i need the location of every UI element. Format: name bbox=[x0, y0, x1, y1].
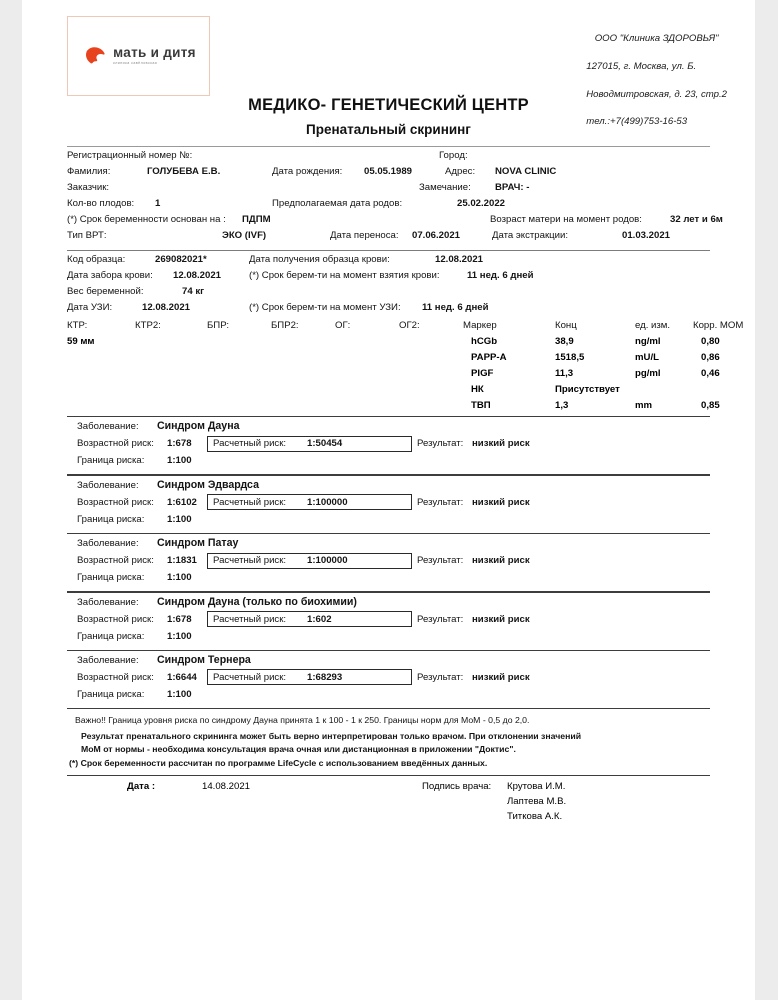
term-at-blood-label: (*) Срок берем-ти на момент взятия крови: bbox=[249, 270, 440, 281]
term-basis-value: ПДПМ bbox=[242, 214, 271, 225]
result-label-0: Результат: bbox=[417, 438, 464, 450]
age-risk-value-1: 1:6102 bbox=[167, 496, 197, 508]
biometry-markers-section bbox=[67, 320, 744, 416]
signature-section bbox=[67, 776, 710, 828]
age-risk-label-2: Возрастной риск: bbox=[77, 555, 154, 567]
risk-border-label-3: Граница риска: bbox=[77, 630, 145, 642]
age-risk-value-0: 1:678 bbox=[167, 438, 192, 450]
result-value-3: низкий риск bbox=[472, 613, 530, 625]
markers-header-conc: Конц bbox=[555, 320, 577, 331]
disease-label-1: Заболевание: bbox=[77, 479, 139, 491]
disease-block bbox=[67, 593, 710, 648]
term-at-blood-value: 11 нед. 6 дней bbox=[467, 270, 534, 281]
risk-border-value-0: 1:100 bbox=[167, 455, 192, 467]
signature-date-label: Дата : bbox=[127, 780, 156, 792]
disease-name-3: Синдром Дауна (только по биохимии) bbox=[157, 595, 357, 608]
risk-border-label-2: Граница риска: bbox=[77, 572, 145, 584]
mother-and-child-logo-icon bbox=[81, 45, 107, 67]
result-value-1: низкий риск bbox=[472, 496, 530, 508]
clinic-address-line-2: 127015, г. Москва, ул. Б. bbox=[586, 60, 697, 72]
risk-border-label-0: Граница риска: bbox=[77, 455, 145, 467]
biometry-header-bpr: БПР: bbox=[207, 320, 230, 331]
note-important: Важно!! Граница уровня риска по синдрому Дауна принята 1 к 100 - 1 к 250. Границы норм для МоМ - 0,5 до 2,0. bbox=[75, 715, 530, 726]
disease-label-3: Заболевание: bbox=[77, 596, 139, 608]
page-title: МЕДИКО- ГЕНЕТИЧЕСКИЙ ЦЕНТР bbox=[248, 96, 529, 114]
clinic-address-line-3: Новодмитровская, д. 23, стр.2 bbox=[586, 88, 727, 100]
marker-name-3: НК bbox=[471, 384, 484, 395]
disease-block bbox=[67, 534, 710, 589]
doctor-signature-label: Подпись врача: bbox=[422, 780, 492, 792]
doctor-name-1: Лаптева М.В. bbox=[507, 795, 567, 807]
term-at-us-label: (*) Срок берем-ти на момент УЗИ: bbox=[249, 302, 401, 313]
disease-name-1: Синдром Эдвардса bbox=[157, 478, 259, 491]
disease-name-4: Синдром Тернера bbox=[157, 653, 251, 666]
clinic-address bbox=[586, 18, 727, 143]
customer-label: Заказчик: bbox=[67, 182, 110, 193]
due-date-label: Предполагаемая дата родов: bbox=[272, 198, 403, 209]
biometry-header-ktr2: КТР2: bbox=[135, 320, 161, 331]
note-lifecycle: (*) Срок беременности рассчитан по программе LifeCycle с использованием введённых данных. bbox=[69, 758, 488, 769]
disease-block bbox=[67, 476, 710, 531]
sample-received-label: Дата получения образца крови: bbox=[249, 254, 390, 265]
calc-risk-value-3: 1:602 bbox=[307, 613, 332, 625]
marker-mom-4: 0,85 bbox=[701, 400, 720, 411]
marker-conc-4: 1,3 bbox=[555, 400, 569, 411]
marker-conc-2: 11,3 bbox=[555, 368, 574, 379]
calc-risk-label-1: Расчетный риск: bbox=[213, 496, 287, 508]
marker-mom-2: 0,46 bbox=[701, 368, 720, 379]
risk-border-value-2: 1:100 bbox=[167, 572, 192, 584]
birthdate-label: Дата рождения: bbox=[272, 166, 343, 177]
marker-unit-2: pg/ml bbox=[635, 368, 661, 379]
age-risk-value-3: 1:678 bbox=[167, 613, 192, 625]
calc-risk-label-2: Расчетный риск: bbox=[213, 555, 287, 567]
marker-conc-0: 38,9 bbox=[555, 336, 574, 347]
calc-risk-value-0: 1:50454 bbox=[307, 438, 343, 450]
sample-section bbox=[67, 251, 710, 318]
marker-mom-1: 0,86 bbox=[701, 352, 720, 363]
remark-label: Замечание: bbox=[419, 182, 471, 193]
markers-header-mom: Корр. МОМ bbox=[693, 320, 744, 331]
age-risk-label-3: Возрастной риск: bbox=[77, 613, 154, 625]
sample-received-value: 12.08.2021 bbox=[435, 254, 484, 265]
marker-unit-4: mm bbox=[635, 400, 653, 411]
marker-name-0: hCGb bbox=[471, 336, 498, 347]
age-risk-value-4: 1:6644 bbox=[167, 671, 197, 683]
surname-value: ГОЛУБЕВА Е.В. bbox=[147, 166, 221, 177]
blood-draw-value: 12.08.2021 bbox=[173, 270, 222, 281]
sample-code-label: Код образца: bbox=[67, 254, 126, 265]
markers-header-unit: ед. изм. bbox=[635, 320, 671, 331]
result-label-1: Результат: bbox=[417, 496, 464, 508]
art-type-label: Тип ВРТ: bbox=[67, 230, 107, 241]
result-value-0: низкий риск bbox=[472, 438, 530, 450]
age-risk-label-4: Возрастной риск: bbox=[77, 671, 154, 683]
result-label-3: Результат: bbox=[417, 613, 464, 625]
disease-label-0: Заболевание: bbox=[77, 421, 139, 433]
marker-conc-3: Присутствует bbox=[555, 384, 620, 395]
calc-risk-value-4: 1:68293 bbox=[307, 671, 343, 683]
disease-name-2: Синдром Патау bbox=[157, 537, 239, 550]
clinic-name: ООО "Клиника ЗДОРОВЬЯ" bbox=[594, 32, 719, 44]
birthdate-value: 05.05.1989 bbox=[364, 166, 413, 177]
extraction-date-value: 01.03.2021 bbox=[622, 230, 671, 241]
weight-value: 74 кг bbox=[182, 286, 205, 297]
due-date-value: 25.02.2022 bbox=[457, 198, 506, 209]
biometry-header-og2: ОГ2: bbox=[399, 320, 420, 331]
logo-subtitle: клиника савёловская bbox=[113, 61, 158, 66]
calc-risk-label-0: Расчетный риск: bbox=[213, 438, 287, 450]
art-type-value: ЭКО (IVF) bbox=[222, 230, 267, 241]
result-label-4: Результат: bbox=[417, 671, 464, 683]
signature-date-value: 14.08.2021 bbox=[202, 780, 251, 792]
disease-block bbox=[67, 651, 710, 706]
result-value-2: низкий риск bbox=[472, 555, 530, 567]
calc-risk-value-2: 1:100000 bbox=[307, 555, 348, 567]
surname-label: Фамилия: bbox=[67, 166, 111, 177]
risk-border-value-4: 1:100 bbox=[167, 688, 192, 700]
disease-name-0: Синдром Дауна bbox=[157, 420, 240, 433]
doctor-name-0: Крутова И.М. bbox=[507, 780, 566, 792]
fetus-count-label: Кол-во плодов: bbox=[67, 198, 135, 209]
marker-name-4: ТВП bbox=[471, 400, 491, 411]
disease-label-2: Заболевание: bbox=[77, 538, 139, 550]
result-value-4: низкий риск bbox=[472, 671, 530, 683]
marker-mom-0: 0,80 bbox=[701, 336, 720, 347]
biometry-value-ktr: 59 мм bbox=[67, 336, 95, 347]
marker-conc-1: 1518,5 bbox=[555, 352, 585, 363]
clinic-phone: тел.:+7(499)753-16-53 bbox=[586, 116, 688, 128]
markers-header-marker: Маркер bbox=[463, 320, 497, 331]
sample-code-value: 269082021* bbox=[155, 254, 207, 265]
clinic-logo bbox=[67, 16, 210, 96]
ultrasound-date-label: Дата УЗИ: bbox=[67, 302, 113, 313]
calc-risk-label-3: Расчетный риск: bbox=[213, 613, 287, 625]
marker-name-1: PAPP-A bbox=[471, 352, 507, 363]
fetus-count-value: 1 bbox=[155, 198, 161, 209]
biometry-header-ktr: КТР: bbox=[67, 320, 88, 331]
biometry-header-bpr2: БПР2: bbox=[271, 320, 299, 331]
mother-age-value: 32 лет и 6м bbox=[670, 214, 723, 225]
disease-label-4: Заболевание: bbox=[77, 654, 139, 666]
address-value: NOVA CLINIC bbox=[495, 166, 557, 177]
biometry-header-og: ОГ: bbox=[335, 320, 351, 331]
marker-unit-0: ng/ml bbox=[635, 336, 661, 347]
blood-draw-label: Дата забора крови: bbox=[67, 270, 153, 281]
calc-risk-label-4: Расчетный риск: bbox=[213, 671, 287, 683]
address-label: Адрес: bbox=[445, 166, 476, 177]
mother-age-label: Возраст матери на момент родов: bbox=[490, 214, 642, 225]
marker-unit-1: mU/L bbox=[635, 352, 659, 363]
age-risk-label-1: Возрастной риск: bbox=[77, 496, 154, 508]
term-basis-label: (*) Срок беременности основан на : bbox=[67, 214, 226, 225]
risk-border-label-4: Граница риска: bbox=[77, 688, 145, 700]
reg-number-label: Регистрационный номер №: bbox=[67, 150, 193, 161]
age-risk-label-0: Возрастной риск: bbox=[77, 438, 154, 450]
transfer-date-value: 07.06.2021 bbox=[412, 230, 461, 241]
extraction-date-label: Дата экстракции: bbox=[492, 230, 569, 241]
risk-border-value-3: 1:100 bbox=[167, 630, 192, 642]
note-interpretation-line-2: МоМ от нормы - необходима консультация врача очная или дистанционная в приложении "Доктис". bbox=[81, 744, 516, 755]
weight-label: Вес беременной: bbox=[67, 286, 144, 297]
document-page bbox=[22, 0, 755, 1000]
disease-block bbox=[67, 417, 710, 472]
doctor-name-2: Титкова А.К. bbox=[507, 810, 563, 822]
logo-wordmark: мать и дитя bbox=[113, 45, 196, 61]
risk-border-label-1: Граница риска: bbox=[77, 513, 145, 525]
patient-section bbox=[67, 147, 723, 246]
risk-border-value-1: 1:100 bbox=[167, 513, 192, 525]
city-label: Город: bbox=[439, 150, 468, 161]
ultrasound-date-value: 12.08.2021 bbox=[142, 302, 191, 313]
note-interpretation-line-1: Результат пренатального скрининга может быть верно интерпретирован только врачом. При отклонении значений bbox=[81, 731, 582, 742]
result-label-2: Результат: bbox=[417, 555, 464, 567]
remark-value: ВРАЧ: - bbox=[495, 182, 530, 193]
calc-risk-value-1: 1:100000 bbox=[307, 496, 348, 508]
notes-section bbox=[67, 709, 710, 770]
marker-name-2: PIGF bbox=[471, 368, 494, 379]
page-subtitle: Пренатальный скрининг bbox=[306, 122, 471, 137]
term-at-us-value: 11 нед. 6 дней bbox=[422, 302, 489, 313]
age-risk-value-2: 1:1831 bbox=[167, 555, 197, 567]
transfer-date-label: Дата переноса: bbox=[330, 230, 399, 241]
